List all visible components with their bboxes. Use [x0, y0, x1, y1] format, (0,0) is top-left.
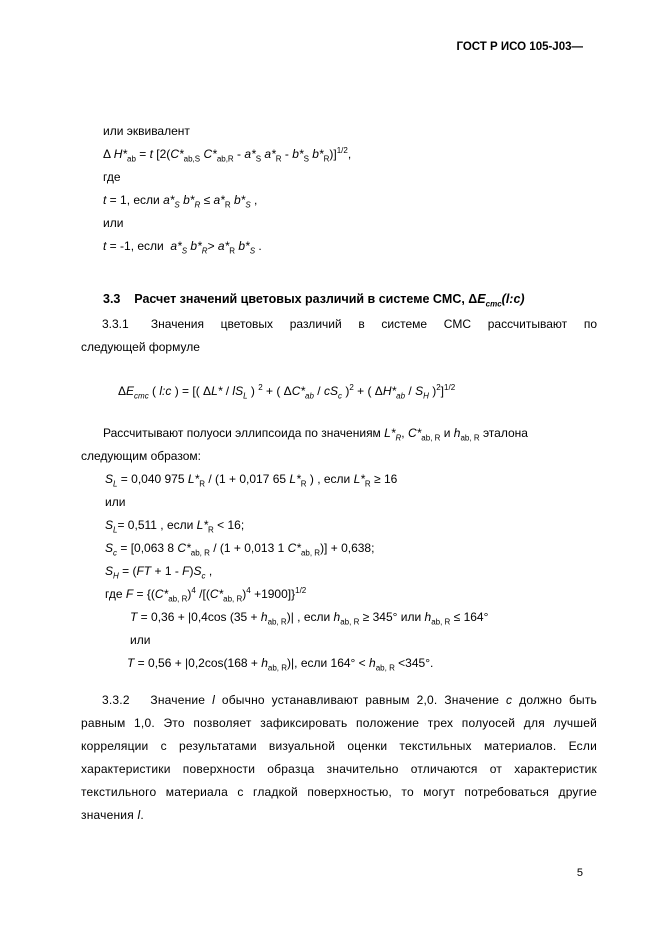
semiaxes-text-line1: Рассчитывают полуоси эллипсоида по значениям $L*_R$, $C*_{ab, R}$ и $h_{ab, R}$ эталона: [103, 426, 528, 443]
section-heading: 3.3 Расчет значений цветовых различий в системе CMC, $\Delta E_{cmc}(l:c)$: [103, 292, 525, 309]
subsection-3-3-1-line2: следующей формуле: [81, 340, 200, 354]
condition-t-equals-1: t = 1, если $a*_S$ $b*_R \le a*_R$ $b*_S$ ,: [103, 193, 258, 210]
formula-f: где $F = \{(C*_{ab, R})^4$ $/[(C*_{ab, R})^4 +1900]\}^{1/2}$: [105, 586, 307, 604]
subsection-number-2: 3.3.2: [102, 693, 130, 707]
or-equivalent-text: или эквивалент: [103, 124, 190, 138]
formula-delta-h: Δ $H*_{ab} = t$ [$2(C*_{ab,S}$ $C*_{ab,R} - a*_S$ $a*_R - b*_S$ $b*_R)]^{1/2}$,: [103, 146, 352, 164]
page-number: 5: [576, 867, 583, 879]
subsection-3-3-1-line1: 3.3.1 Значения цветовых различий в системе CMC рассчитывают по: [102, 317, 597, 331]
formula-sh: $S_H = (FT + 1 - F)S_c$ ,: [105, 564, 213, 581]
document-code: ГОСТ Р ИСО 105-J03—: [456, 41, 583, 53]
or-text-3: или: [130, 633, 151, 647]
subsection-number: 3.3.1: [102, 317, 129, 331]
subsection-3-3-2-paragraph: 3.3.2 Значение l обычно устанавливают равным 2,0. Значение c должно быть равным 1,0. Это позволяет зафиксировать положение трех полуосей для лучшей корреляции с результатами визуальной оценки текстильных материалов. Если характеристики поверхности образца значительно отличаются от характеристик текстильного материала с гладкой поверхностью, то могут потребоваться другие значения l.: [81, 693, 598, 822]
formula-sc: $S_c = [0,063$ 8 $C*_{ab, R} / (1 + 0,013$ 1 $C*_{ab, R})] + 0,638$;: [105, 541, 375, 558]
condition-t-equals-minus-1: t = -1, если $a*_S$ $b*_R> a*_R$ $b*_S$ .: [103, 239, 262, 256]
or-text: или: [103, 216, 124, 230]
or-text-2: или: [105, 495, 126, 509]
formula-sl-2: $S_L= 0,511$ , если $L*_R < 16$;: [105, 518, 245, 535]
section-number: 3.3: [103, 292, 121, 306]
formula-sl-1: $S_L = 0,040$ 975 $L*_R / (1 + 0,017$ 65 $L*_R$ ) , если $L*_R \ge 16$: [105, 472, 398, 489]
where-text: где: [103, 170, 121, 184]
formula-t-1: T = 0,36 + |0,4cos $(35 + h_{ab, R})|$ , если $h_{ab, R} \ge 345^\circ$ или $h_{ab, R} \le 164^\circ$: [130, 610, 489, 627]
main-formula-delta-e-cmc: $\Delta E_{cmc}$ ( l:c ) = [( $\Delta L* / lS_L$ ) $^2$ + ( $\Delta C*_{ab} / cS_c$ )$^2$ + ( $\Delta H*_{ab} / S_H$ )$^2$]$^{1/2}$: [118, 383, 456, 401]
semiaxes-text-line2: следующим образом:: [81, 449, 201, 463]
formula-t-2: $T = 0,56 + |0,2\cos(168 + h_{ab, R})|$, если $164^\circ < h_{ab, R} <345^\circ$.: [127, 656, 434, 673]
